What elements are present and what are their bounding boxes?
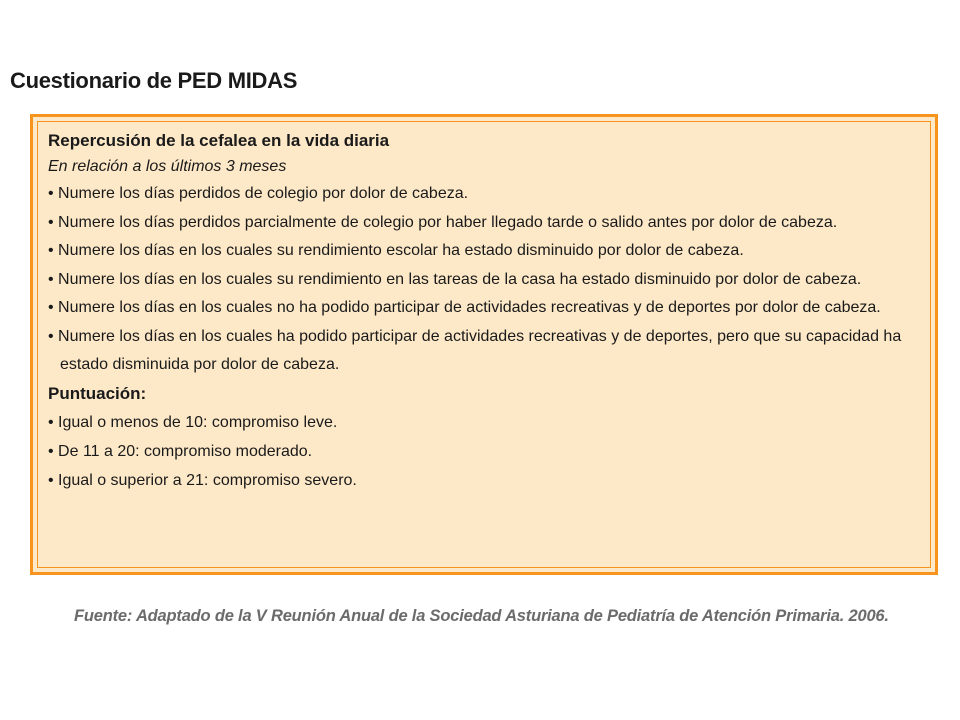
question-item: • Numere los días en los cuales su rendimiento en las tareas de la casa ha estado disminuido por dolor de cabeza. bbox=[48, 266, 920, 295]
score-item: • Igual o menos de 10: compromiso leve. bbox=[48, 408, 920, 437]
score-item: • De 11 a 20: compromiso moderado. bbox=[48, 437, 920, 466]
question-item: • Numere los días en los cuales ha podido participar de actividades recreativas y de deportes, pero que su capacidad ha estado disminuida por dolor de cabeza. bbox=[48, 323, 920, 380]
questionnaire-panel-inner bbox=[37, 121, 931, 568]
section-heading: Repercusión de la cefalea en la vida diaria bbox=[48, 131, 390, 150]
source-caption: Fuente: Adaptado de la V Reunión Anual de la Sociedad Asturiana de Pediatría de Atención Primaria. 2006. bbox=[74, 607, 889, 625]
question-item: • Numere los días en los cuales su rendimiento escolar ha estado disminuido por dolor de cabeza. bbox=[48, 237, 920, 266]
score-item: • Igual o superior a 21: compromiso severo. bbox=[48, 466, 920, 495]
questionnaire-panel bbox=[30, 114, 938, 575]
score-list bbox=[48, 408, 920, 495]
question-list bbox=[48, 180, 920, 380]
score-heading: Puntuación: bbox=[48, 383, 147, 403]
question-item: • Numere los días en los cuales no ha podido participar de actividades recreativas y de deportes por dolor de cabeza. bbox=[48, 294, 920, 323]
question-item: • Numere los días perdidos de colegio por dolor de cabeza. bbox=[48, 180, 920, 209]
section-subheading: En relación a los últimos 3 meses bbox=[48, 158, 287, 175]
question-item: • Numere los días perdidos parcialmente de colegio por haber llegado tarde o salido antes por dolor de cabeza. bbox=[48, 209, 920, 238]
page-title: Cuestionario de PED MIDAS bbox=[10, 68, 298, 93]
